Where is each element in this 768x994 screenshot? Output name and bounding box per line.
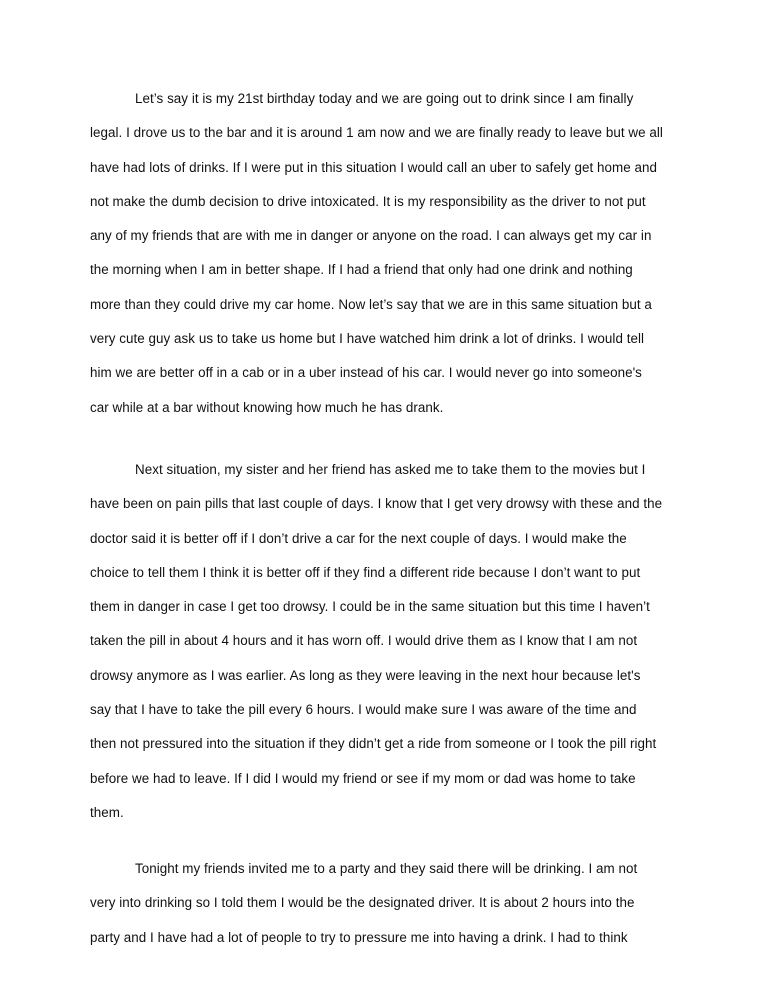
text-line: then not pressured into the situation if they didn’t get a ride from someone or I took the pill right: [90, 736, 657, 752]
text-line: them.: [90, 804, 124, 820]
paragraph-pain-pills: [90, 453, 690, 830]
text-line: Tonight my friends invited me to a party and they said there will be drinking. I am not: [135, 861, 638, 876]
text-line: drowsy anymore as I was earlier. As long as they were leaving in the next hour because let's: [90, 667, 641, 683]
text-line: choice to tell them I think it is better off if they find a different ride because I don’t want to put: [90, 564, 641, 580]
text-line: very cute guy ask us to take us home but I have watched him drink a lot of drinks. I would tell: [90, 331, 645, 347]
text-line: car while at a bar without knowing how much he has drank.: [90, 399, 444, 415]
text-line: very into drinking so I told them I would be the designated driver. It is about 2 hours into the: [90, 895, 635, 911]
text-line: before we had to leave. If I did I would my friend or see if my mom or dad was home to take: [90, 770, 636, 786]
paragraph-birthday-drinking: [90, 82, 690, 425]
text-line: say that I have to take the pill every 6 hours. I would make sure I was aware of the time and: [90, 702, 637, 718]
text-line: Let’s say it is my 21st birthday today and we are going out to drink since I am finally: [135, 91, 634, 106]
text-line: more than they could drive my car home. Now let’s say that we are in this same situation but a: [90, 296, 652, 312]
paragraph-designated-driver: [90, 852, 690, 955]
text-line: them in danger in case I get too drowsy. I could be in the same situation but this time I haven’t: [90, 599, 650, 615]
text-line: have been on pain pills that last couple of days. I know that I get very drowsy with these and the: [90, 496, 663, 512]
text-line: taken the pill in about 4 hours and it has worn off. I would drive them as I know that I am not: [90, 633, 638, 649]
text-line: any of my friends that are with me in danger or anyone on the road. I can always get my car in: [90, 228, 652, 244]
text-line: him we are better off in a cab or in a uber instead of his car. I would never go into someone's: [90, 365, 642, 381]
text-line: not make the dumb decision to drive intoxicated. It is my responsibility as the driver to not put: [90, 193, 646, 209]
text-line: Next situation, my sister and her friend has asked me to take them to the movies but I: [135, 462, 646, 477]
text-line: legal. I drove us to the bar and it is around 1 am now and we are finally ready to leave but we all: [90, 125, 663, 141]
text-line: the morning when I am in better shape. If I had a friend that only had one drink and nothing: [90, 262, 633, 278]
text-line: party and I have had a lot of people to try to pressure me into having a drink. I had to think: [90, 929, 628, 945]
text-line: have had lots of drinks. If I were put in this situation I would call an uber to safely get home and: [90, 159, 657, 175]
text-line: doctor said it is better off if I don’t drive a car for the next couple of days. I would make the: [90, 530, 627, 546]
